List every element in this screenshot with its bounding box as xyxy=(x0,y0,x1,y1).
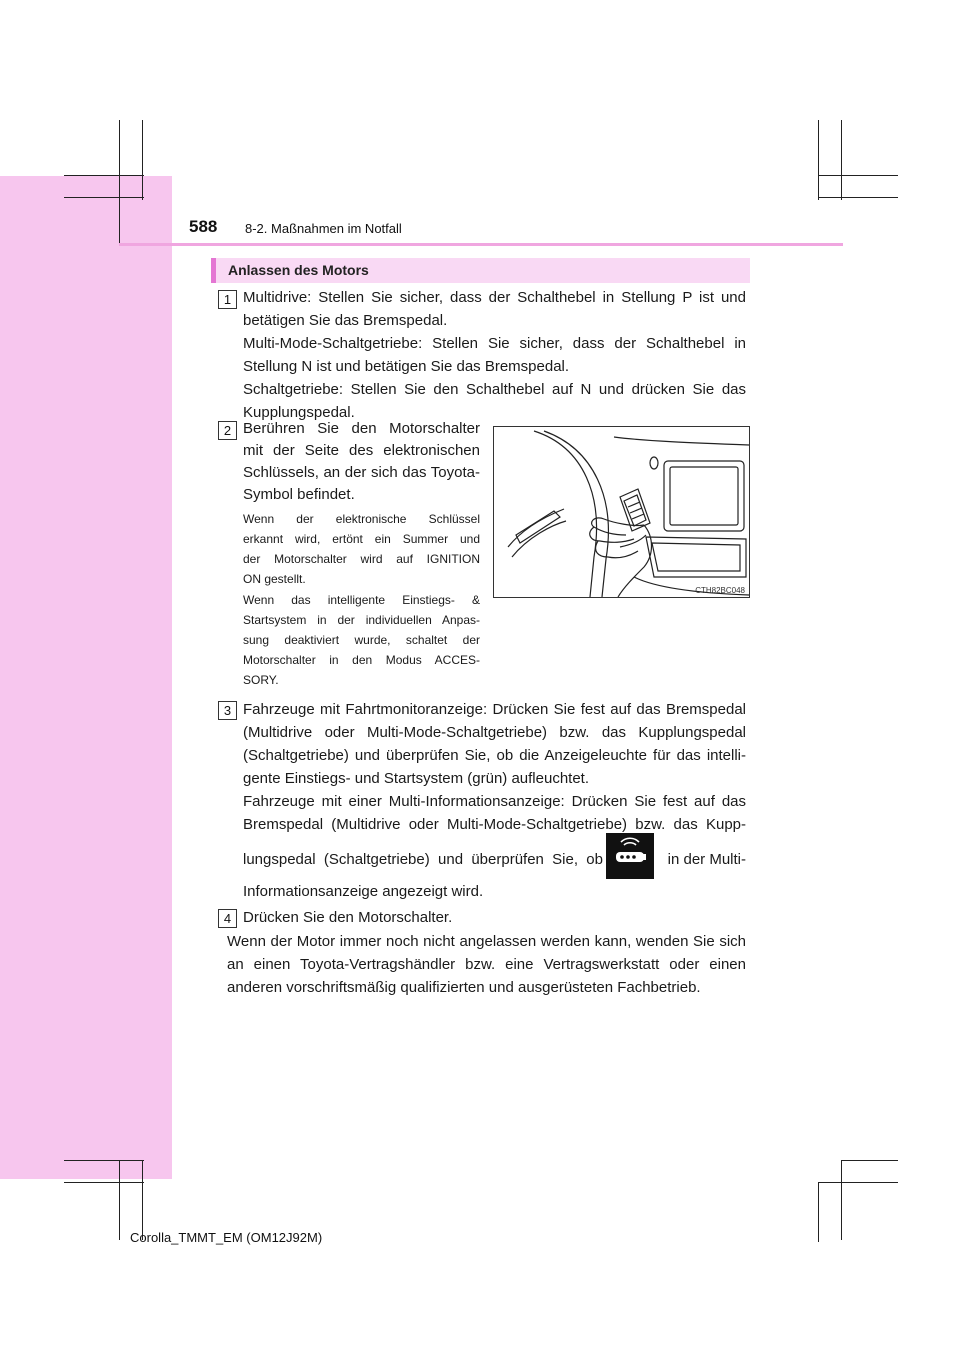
hand-key-drawing xyxy=(494,427,749,597)
step-2-text xyxy=(243,418,480,506)
text-line: sung deaktiviert wurde, schaltet der xyxy=(243,633,480,647)
crop-mark xyxy=(818,197,898,198)
crop-mark xyxy=(841,120,842,200)
header-rule xyxy=(119,243,843,246)
step-1-text xyxy=(243,286,746,424)
text-line: Kupplungspedal. xyxy=(243,404,355,421)
crop-mark xyxy=(818,1182,898,1183)
text-line: Motorschalter in den Modus ACCES- xyxy=(243,653,480,667)
text-line: an einen Toyota-Vertragshändler bzw. eine Vertragswerkstatt oder einen xyxy=(227,956,746,973)
crop-mark xyxy=(142,1160,143,1240)
text-line: Fahrzeuge mit Fahrtmonitoranzeige: Drücken Sie fest auf das Bremspedal xyxy=(243,701,746,718)
step-4-badge: 4 xyxy=(218,909,237,928)
crop-mark xyxy=(119,1160,120,1240)
text-line: Startsystem in der individuellen Anpas- xyxy=(243,613,480,627)
text-line: (Multidrive oder Multi-Mode-Schaltgetriebe) bzw. das Kupplungspedal xyxy=(243,724,746,741)
footer-document-id: Corolla_TMMT_EM (OM12J92M) xyxy=(130,1230,323,1245)
text-line: der Motorschalter wird auf IGNITION xyxy=(243,552,480,566)
section-heading-bar xyxy=(211,258,750,283)
text-line: anderen vorschriftsmäßig qualifizierten und ausgerüsteten Fachbetrieb. xyxy=(227,979,701,996)
text-line: Berühren Sie den Motorschalter xyxy=(243,420,480,437)
step-4-text: Drücken Sie den Motorschalter. xyxy=(243,909,453,926)
crop-mark xyxy=(64,1160,144,1161)
text-line: Schlüssels, an der sich das Toyota- xyxy=(243,464,480,481)
text-line: Wenn das intelligente Einstiegs- & xyxy=(243,593,480,607)
step-3-text xyxy=(243,698,746,836)
text-line: SORY. xyxy=(243,673,279,687)
crop-mark xyxy=(818,1182,819,1242)
crop-mark xyxy=(64,1182,144,1183)
engine-switch-illustration xyxy=(493,426,750,598)
crop-mark xyxy=(841,1160,842,1240)
text-line: erkannt wird, ertönt ein Summer und xyxy=(243,532,480,546)
illustration-code: CTH82BC048 xyxy=(695,586,745,595)
step-2-note-2 xyxy=(243,590,480,690)
key-indicator-icon xyxy=(606,833,654,879)
text-line: Wenn der Motor immer noch nicht angelassen werden kann, wenden Sie sich xyxy=(227,933,746,950)
crop-mark xyxy=(64,197,144,198)
text-line: Wenn der elektronische Schlüssel xyxy=(243,512,480,526)
crop-mark xyxy=(64,175,144,176)
step-3-icon-line-after: in der Multi- xyxy=(667,851,746,868)
text-line: Multi-Mode-Schaltgetriebe: Stellen Sie sicher, dass der Schalthebel in xyxy=(243,335,746,352)
text-line: Stellung N ist und betätigen Sie das Bremspedal. xyxy=(243,358,570,375)
text-line: (Schaltgetriebe) und überprüfen Sie, ob die Anzeigeleuchte für das intelli- xyxy=(243,747,746,764)
page-number: 588 xyxy=(189,217,218,236)
crop-mark xyxy=(818,175,898,176)
text-line: Fahrzeuge mit einer Multi-Informationsanzeige: Drücken Sie fest auf das xyxy=(243,793,746,810)
text-line: Multidrive: Stellen Sie sicher, dass der Schalthebel in Stellung P ist und xyxy=(243,289,746,306)
section-heading: Anlassen des Motors xyxy=(228,262,369,278)
crop-mark xyxy=(119,120,120,245)
step-1-badge: 1 xyxy=(218,290,237,309)
crop-mark xyxy=(841,1160,898,1161)
text-line: mit der Seite des elektronischen xyxy=(243,442,480,459)
text-line: ON gestellt. xyxy=(243,572,306,586)
crop-mark xyxy=(818,120,819,200)
text-line: betätigen Sie das Bremspedal. xyxy=(243,312,448,329)
text-line: Symbol befindet. xyxy=(243,486,355,503)
step-3-badge: 3 xyxy=(218,701,237,720)
text-line: Bremspedal (Multidrive oder Multi-Mode-Schaltgetriebe) bzw. das Kupp- xyxy=(243,816,746,833)
step-3-last-line: Informationsanzeige angezeigt wird. xyxy=(243,883,484,900)
text-line: Schaltgetriebe: Stellen Sie den Schalthebel auf N und drücken Sie das xyxy=(243,381,746,398)
section-title: 8-2. Maßnahmen im Notfall xyxy=(245,221,402,236)
closing-paragraph xyxy=(227,930,746,999)
step-3-icon-line-before: lungspedal (Schaltgetriebe) und überprüfen Sie, ob xyxy=(243,851,603,868)
crop-mark xyxy=(142,120,143,200)
text-line: gente Einstiegs- und Startsystem (grün) aufleuchtet. xyxy=(243,770,590,787)
step-2-badge: 2 xyxy=(218,421,237,440)
step-2-note-1 xyxy=(243,509,480,589)
side-color-band xyxy=(0,176,172,1179)
